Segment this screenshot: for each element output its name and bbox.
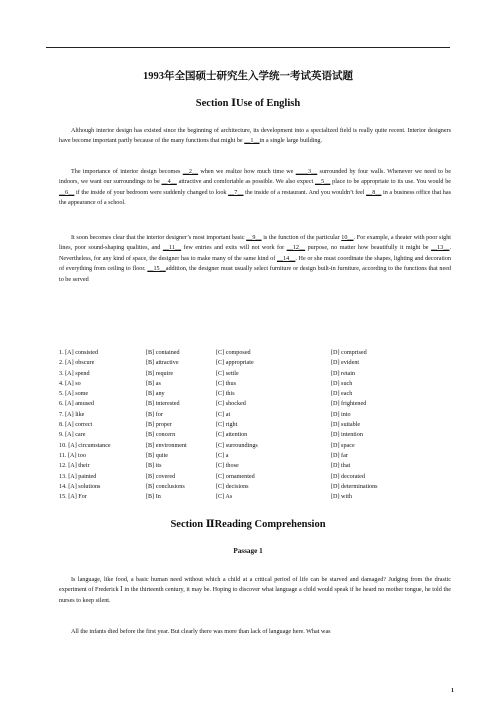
option-cell[interactable]: [D] intention — [331, 432, 363, 439]
answer-blank: ____3__ — [295, 169, 318, 175]
paragraph-5 — [59, 627, 451, 637]
option-cell[interactable]: 7. [A] like — [59, 411, 85, 418]
option-cell[interactable]: 2. [A] obscure — [59, 360, 95, 367]
option-cell[interactable]: [D] with — [331, 494, 352, 501]
text-segment: in a business office that has the appearance of a school. — [59, 189, 451, 207]
header-rule — [46, 47, 450, 48]
option-row — [59, 420, 441, 430]
option-cell[interactable]: 13. [A] painted — [59, 473, 97, 480]
page-number: 1 — [451, 688, 454, 694]
text-segment: few entries and exits will not work for — [181, 245, 287, 252]
option-cell[interactable]: [C] ornamented — [216, 473, 255, 480]
option-cell[interactable]: [D] decorated — [331, 473, 365, 480]
option-cell[interactable]: 14. [A] solutions — [59, 483, 101, 490]
answer-blank: __15__ — [147, 266, 166, 273]
option-cell[interactable]: [B] as — [146, 380, 161, 387]
option-cell[interactable]: [C] attention — [216, 432, 248, 439]
option-cell[interactable]: [D] evident — [331, 360, 360, 367]
option-cell[interactable]: [B] contained — [146, 350, 180, 356]
option-cell[interactable]: [B] require — [146, 370, 174, 377]
answer-blank: __6__ — [59, 189, 75, 196]
option-cell[interactable]: [D] each — [331, 391, 353, 398]
text-segment: Is language, like food, a basic human need without which a child at a critical period of life can be starved and damaged? Judging from the drastic experiment of Frederick Ⅰ in the thirteenth century, it may be. Hoping to discover what language a child would speak if he heard no mother tongue, he told the nurses to keep silent. — [59, 577, 451, 604]
option-cell[interactable]: 9. [A] care — [59, 432, 86, 439]
option-cell[interactable]: 11. [A] too — [59, 452, 86, 459]
answer-blank: __9__ — [246, 235, 262, 241]
option-cell[interactable]: [B] concern — [146, 432, 176, 439]
text-segment: when we realize how much time we — [198, 169, 296, 175]
option-row — [59, 451, 441, 461]
option-cell[interactable]: 4. [A] so — [59, 380, 81, 387]
answer-blank: __13__ — [431, 245, 450, 252]
option-cell[interactable]: [D] determinations — [331, 483, 378, 490]
answer-blank: __11__ — [162, 245, 182, 252]
option-cell[interactable]: [B] for — [146, 411, 163, 418]
option-cell[interactable]: 12. [A] their — [59, 463, 90, 470]
option-cell[interactable]: [B] covered — [146, 473, 176, 480]
option-cell[interactable]: [D] space — [331, 442, 355, 449]
option-cell[interactable]: [B] its — [146, 463, 162, 470]
answer-blank: __5__ — [315, 179, 331, 186]
option-row — [59, 430, 441, 440]
option-row — [59, 389, 441, 399]
page-title: 1993年全国硕士研究生入学统一考试英语试题 — [143, 71, 353, 82]
option-cell[interactable]: [D] far — [331, 452, 348, 459]
text-segment: the inside of a restaurant. And you wouldn’t feel — [243, 189, 367, 196]
text-segment: place to be appropriate to its use. You would be — [330, 179, 451, 186]
answer-blank: __14__ — [276, 255, 296, 262]
option-row — [59, 482, 441, 492]
option-row — [59, 369, 441, 379]
text-segment: . He or she must coordinate the shapes, lighting and decoration of everything from ceiling to floor. — [59, 255, 451, 273]
option-cell[interactable]: 8. [A] correct — [59, 422, 93, 429]
option-cell[interactable]: [B] attractive — [146, 360, 179, 367]
option-cell[interactable]: [C] thus — [216, 380, 236, 387]
option-cell[interactable]: 1. [A] consisted — [59, 350, 99, 356]
answer-blank: __12__ — [286, 245, 306, 252]
option-cell[interactable]: [B] proper — [146, 422, 172, 429]
option-cell[interactable]: [C] appropriate — [216, 360, 254, 367]
option-cell[interactable]: [B] any — [146, 391, 165, 398]
option-row — [59, 379, 441, 389]
text-segment: surrounded by four walls. Whenever we need to be indoors, we want our surroundings to be — [59, 169, 451, 186]
option-cell[interactable]: [D] frightened — [331, 401, 367, 408]
option-cell[interactable]: [C] this — [216, 391, 235, 398]
option-cell[interactable]: [B] In — [146, 494, 161, 501]
text-segment: It soon becomes clear that the interior designer’s most important basic — [71, 235, 247, 241]
option-cell[interactable]: [C] surroundings — [216, 442, 258, 449]
answer-blank: __1__ — [244, 138, 260, 145]
paragraph-3 — [59, 233, 451, 285]
text-segment: is the function of the particular — [261, 235, 342, 241]
paragraph-1 — [59, 126, 451, 147]
text-segment: if the inside of your bedroom were suddenly changed to look — [74, 189, 229, 196]
option-cell[interactable]: [B] conclusions — [146, 483, 185, 490]
option-cell[interactable]: 10. [A] circumstance — [59, 442, 111, 449]
option-row — [59, 461, 441, 471]
option-cell[interactable]: [C] settle — [216, 370, 239, 377]
option-row — [59, 410, 441, 420]
passage-title: Passage 1 — [233, 547, 263, 555]
answer-blank: 10__ — [341, 235, 354, 241]
option-cell[interactable]: [D] retain — [331, 370, 356, 377]
text-segment: purpose, no matter how beautifully it might be — [305, 245, 432, 252]
option-row — [59, 441, 441, 451]
option-row — [59, 472, 441, 482]
option-cell[interactable]: [D] comprised — [331, 350, 367, 356]
option-cell[interactable]: [C] those — [216, 463, 239, 470]
answer-blank: __8__ — [366, 189, 382, 196]
option-cell[interactable]: [C] a — [216, 452, 229, 459]
answer-blank: __4__ — [161, 179, 177, 186]
option-cell[interactable]: [D] such — [331, 380, 353, 387]
text-segment: . For example, a theater with poor sight lines, poor sound-shaping qualities, and — [59, 235, 451, 252]
text-segment: addition, the designer must usually select furniture or design built-in furniture, according to the functions that need to be served — [59, 266, 451, 283]
option-row — [59, 358, 441, 368]
option-cell[interactable]: [B] interested — [146, 401, 180, 408]
option-cell[interactable]: [C] decisions — [216, 483, 249, 490]
option-cell[interactable]: [B] quite — [146, 452, 168, 459]
text-segment: attractive and comfortable as possible. We also expect — [176, 179, 315, 186]
options-table — [59, 348, 441, 502]
option-cell[interactable]: [C] shocked — [216, 401, 246, 408]
section-1-title: Section ⅠUse of English — [195, 98, 301, 109]
option-cell[interactable]: [C] right — [216, 422, 238, 429]
paragraph-4 — [59, 575, 451, 606]
text-segment: in a single large building. — [259, 138, 323, 145]
answer-blank: __7__ — [228, 189, 244, 196]
option-row — [59, 492, 441, 502]
option-cell[interactable]: 3. [A] spend — [59, 370, 90, 377]
option-cell[interactable]: [C] composed — [216, 350, 251, 356]
option-cell[interactable]: [C] As — [216, 494, 233, 501]
option-cell[interactable]: [D] that — [331, 463, 351, 470]
option-cell[interactable]: 5. [A] some — [59, 391, 89, 398]
section-2-title: Section ⅡReading Comprehension — [170, 519, 326, 530]
text-segment: The importance of interior design becomes — [71, 169, 183, 175]
option-cell[interactable]: 6. [A] amused — [59, 401, 94, 408]
option-cell[interactable]: [C] at — [216, 411, 231, 418]
option-row — [59, 399, 441, 409]
text-segment: Although interior design has existed since the beginning of architecture, its development into a specialized field is really quite recent. Interior designers have become important partly because of the many functions that might be — [59, 128, 451, 145]
paragraph-2 — [59, 167, 451, 209]
option-cell[interactable]: [D] into — [331, 411, 351, 418]
answer-blank: __2__ — [182, 169, 199, 175]
text-segment: All the infants died before the first year. But clearly there was more than lack of language here. What was — [71, 629, 331, 635]
option-cell[interactable]: 15. [A] For — [59, 494, 87, 501]
option-cell[interactable]: [D] suitable — [331, 422, 361, 429]
option-row — [59, 348, 441, 358]
option-cell[interactable]: [B] environment — [146, 442, 187, 449]
text-segment: . Nevertheless, for any kind of space, the designer has to make many of the same kind of — [59, 245, 451, 262]
